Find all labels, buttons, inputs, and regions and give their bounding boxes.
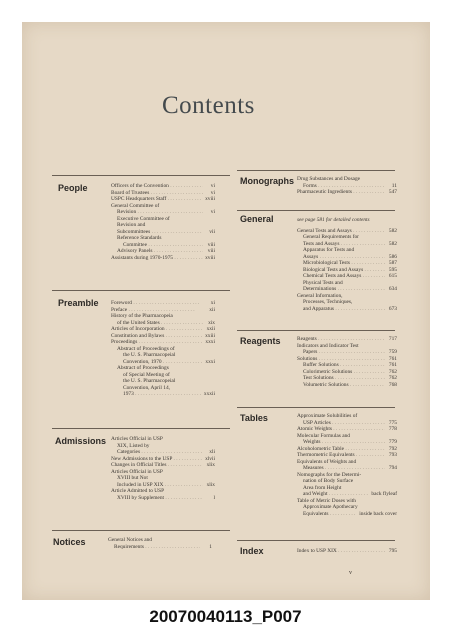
toc-entry-page: xxxi — [205, 358, 215, 365]
toc-entry-title: Microbiological Tests . . . — [303, 260, 385, 267]
toc-entry-title: XIX, Listed by — [117, 442, 150, 449]
section-rule — [237, 170, 395, 171]
toc-entry-title: Alcoholometric Table . . . — [297, 446, 385, 453]
section-heading: Monographs — [240, 176, 294, 186]
toc-entry-title: Determinations . . . — [303, 286, 385, 293]
toc-entry-page: 582 — [388, 240, 397, 247]
toc-entry-title: Tests and Assays . . . — [303, 241, 385, 248]
toc-entry-title: XVIII by Supplement . . . — [117, 495, 203, 502]
toc-entry-title: General Tests and Assays . . . — [297, 228, 385, 235]
toc-entry-title: Forms . . . — [303, 183, 385, 190]
section-heading: General — [240, 214, 274, 224]
toc-entry-title: Preface . . . — [111, 307, 203, 314]
toc-entry-page: xxxii — [203, 391, 215, 397]
toc-entry-page: xxii — [206, 326, 215, 332]
toc-entry-page: vii — [209, 228, 215, 235]
section-entries — [111, 300, 215, 398]
section-heading: People — [58, 183, 88, 193]
toc-entry-page: back flyleaf — [371, 491, 397, 497]
section-entries — [297, 217, 397, 312]
toc-entry-page: 547 — [388, 189, 397, 195]
page-number: v — [349, 570, 352, 576]
image-caption: 20070040113_P007 — [149, 607, 302, 626]
toc-entry-title: Board of Trustees . . . — [111, 190, 203, 197]
toc-entry-title: Volumetric Solutions . . . — [303, 382, 385, 389]
toc-entry[interactable] — [111, 495, 215, 502]
section-rule — [237, 540, 395, 541]
toc-entry-title: Processes, Techniques, — [303, 299, 353, 305]
section-note: see page 581 for detailed contents — [297, 217, 370, 223]
toc-entry-page: 717 — [388, 336, 397, 342]
toc-entry-title: Weights . . . — [303, 439, 385, 446]
page-title: Contents — [162, 92, 255, 119]
toc-entry-page: 768 — [388, 381, 397, 388]
toc-entry-page: xviii — [205, 254, 215, 261]
toc-entry-title: General Committee of — [111, 202, 160, 209]
toc-entry-title: Officers of the Convention . . . — [111, 183, 203, 190]
toc-entry-title: History of the Pharmacopeia — [111, 313, 173, 319]
toc-entry-page: 615 — [388, 273, 397, 279]
toc-entry-title: Approximate Solubilities of — [297, 413, 358, 419]
toc-entry-title: New Admissions to the USP . . . — [111, 456, 203, 463]
toc-entry-title: Test Solutions . . . — [303, 375, 385, 382]
section-heading: Admissions — [55, 436, 107, 446]
toc-entry-page: xlix — [206, 481, 215, 488]
toc-entry-page: 761 — [388, 355, 397, 362]
toc-entry-title: Chemical Tests and Assays . . . — [303, 273, 385, 280]
section-rule — [52, 290, 230, 291]
toc-entry-title: Convention, 1970 . . . — [123, 359, 203, 366]
toc-entry-title: Buffer Solutions . . . — [303, 362, 385, 369]
toc-entry[interactable] — [297, 306, 397, 313]
toc-entry-page: 793 — [388, 452, 397, 458]
toc-entry-page: 794 — [388, 465, 397, 471]
toc-entry-page: inside back cover — [359, 510, 397, 517]
toc-entry-title: Constitution and Bylaws . . . — [111, 333, 203, 340]
toc-entry-title: Foreword . . . — [111, 300, 203, 307]
toc-entry-page: 759 — [388, 349, 397, 355]
toc-entry-page: xlvii — [205, 455, 215, 462]
toc-entry-title: of the United States . . . — [117, 320, 203, 327]
toc-entry-title: Abstract of Proceedings of — [117, 345, 175, 352]
toc-entry[interactable] — [297, 189, 397, 196]
toc-entry-page: 778 — [388, 426, 397, 432]
toc-entry-title: Table of Metric Doses with — [297, 497, 356, 504]
toc-entry-title: General Information, — [297, 292, 343, 299]
toc-entry[interactable] — [111, 391, 215, 398]
section-entries — [297, 413, 397, 517]
toc-entry-title: 1973 . . . — [123, 391, 202, 398]
section-rule — [237, 210, 395, 211]
toc-entry-page: xi — [210, 300, 215, 306]
toc-entry-title: Advisory Panels . . . — [117, 248, 203, 255]
toc-entry-title: Measures . . . — [303, 465, 385, 472]
toc-entry-title: Article Admitted to USP — [111, 488, 165, 494]
section-entries — [111, 436, 215, 501]
toc-entry-title: the U. S. Pharmacopeial — [123, 378, 176, 384]
toc-entry-page: 595 — [388, 266, 397, 273]
toc-entry-title: XVIII but Not — [117, 475, 148, 481]
toc-entry-title: Drug Substances and Dosage — [297, 176, 361, 182]
toc-entry-title: Atomic Weights . . . — [297, 426, 385, 433]
toc-entry-title: Physical Tests and — [303, 279, 343, 286]
section-entries — [111, 183, 215, 261]
section-rule — [237, 407, 395, 408]
toc-entry-title: Subcommittees . . . — [117, 229, 203, 236]
toc-entry-title: Thermometric Equivalents . . . — [297, 452, 385, 459]
toc-entry-title: USPC Headquarters Staff . . . — [111, 196, 203, 203]
toc-entry-title: General Requirements for — [303, 234, 359, 240]
toc-entry-page: xxxi — [205, 339, 215, 345]
toc-entry-page: viii — [207, 241, 215, 248]
toc-entry-page: xii — [209, 306, 215, 313]
section-heading: Reagents — [240, 336, 281, 346]
section-heading: Index — [240, 546, 264, 556]
toc-entry[interactable] — [108, 544, 212, 551]
toc-entry-title: Articles Official in USP — [111, 468, 163, 475]
toc-entry-title: Executive Committee of — [117, 215, 170, 222]
toc-entry-title: Equivalents of Weights and — [297, 458, 357, 465]
toc-entry-title: Colorimetric Solutions . . . — [303, 369, 385, 376]
toc-entry-page: 1 — [209, 543, 212, 550]
toc-entry-title: Categories . . . — [117, 449, 203, 456]
toc-entry-title: Indicators and Indicator Test — [297, 342, 359, 349]
toc-entry-title: Convention, April 14, — [123, 384, 171, 391]
toc-entry-page: vi — [210, 189, 215, 196]
toc-entry-page: l — [213, 494, 215, 501]
toc-entry-title: Index to USP XIX . . . — [297, 548, 385, 555]
toc-entry-page: 792 — [388, 445, 397, 452]
section-entries — [108, 537, 212, 550]
toc-entry-title: Assays . . . — [303, 254, 385, 261]
toc-entry-title: Articles of Incorporation . . . — [111, 326, 203, 333]
toc-entry-page: 761 — [388, 362, 397, 368]
toc-entry-page: vi — [210, 183, 215, 189]
toc-entry-title: the U. S. Pharmacopeial — [123, 352, 176, 358]
toc-entry-page: viii — [207, 248, 215, 254]
toc-entry-title: Included in USP XIX . . . — [117, 482, 203, 489]
toc-entry-page: 795 — [388, 548, 397, 554]
toc-entry-title: Papers . . . — [303, 349, 385, 356]
toc-entry-title: Reagents . . . — [297, 336, 385, 343]
toc-entry-page: 634 — [388, 286, 397, 292]
toc-entry-page: 11 — [391, 182, 397, 189]
toc-entry-title: Nomographs for the Determi- — [297, 471, 362, 478]
toc-entry-page: 673 — [388, 305, 397, 312]
toc-entry-title: Area from Height — [303, 484, 342, 491]
section-heading: Preamble — [58, 298, 99, 308]
toc-entry-title: Biological Tests and Assays . . . — [303, 267, 385, 274]
section-heading: Notices — [53, 537, 86, 547]
toc-entry-title: Revision . . . — [117, 209, 203, 216]
section-entries — [297, 176, 397, 196]
toc-entry[interactable] — [297, 548, 397, 555]
section-entries — [297, 336, 397, 388]
toc-entry-title: Requirements . . . — [114, 544, 200, 551]
toc-entry-page: 762 — [388, 368, 397, 375]
toc-entry-page: xix — [208, 319, 215, 326]
toc-entry[interactable] — [297, 511, 397, 518]
toc-entry-page: xli — [209, 449, 215, 455]
toc-entry-title: of Special Meeting of — [123, 371, 170, 378]
toc-entry-title: General Notices and — [108, 537, 153, 543]
toc-entry-title: Equivalents . . . — [303, 511, 357, 518]
toc-entry-title: Molecular Formulas and — [297, 432, 350, 439]
toc-entry-title: Approximate Apothecary — [303, 504, 358, 510]
toc-entry-title: USP Articles . . . — [303, 420, 385, 427]
toc-entry-title: Pharmaceutic Ingredients . . . — [297, 189, 385, 196]
section-rule — [52, 428, 230, 429]
section-heading: Tables — [240, 413, 268, 423]
toc-entry-title: Changes in Official Titles . . . — [111, 462, 203, 469]
toc-entry-title: Articles Official in USP — [111, 436, 163, 442]
toc-entry-title: Solutions . . . — [297, 356, 385, 363]
toc-entry-page: xviii — [205, 196, 215, 202]
section-rule — [52, 530, 230, 531]
section-rule — [237, 330, 395, 331]
section-entries — [297, 548, 397, 555]
toc-entry-title: Revision and — [117, 222, 146, 228]
toc-entry-page: 587 — [388, 260, 397, 266]
toc-entry-title: and Apparatus . . . — [303, 306, 385, 313]
toc-entry[interactable] — [297, 382, 397, 389]
toc-entry-page: 582 — [388, 227, 397, 234]
toc-entry-title: Reference Standards — [117, 235, 162, 241]
section-rule — [52, 175, 230, 176]
toc-entry-title: Proceedings . . . — [111, 339, 203, 346]
toc-entry-title: Apparatus for Tests and — [303, 247, 355, 253]
toc-entry-page: 586 — [388, 253, 397, 260]
toc-entry-title: nation of Body Surface — [303, 478, 354, 484]
toc-entry[interactable] — [111, 255, 215, 262]
toc-entry-page: xlix — [206, 462, 215, 468]
toc-entry-page: 775 — [388, 419, 397, 426]
toc-entry-title: and Weight . . . — [303, 491, 369, 498]
toc-entry-title: Committee . . . — [123, 242, 203, 249]
toc-entry-page: xxiii — [205, 332, 215, 339]
toc-entry-page: 779 — [388, 439, 397, 445]
toc-entry-title: Assistants during 1970-1975 . . . — [111, 255, 203, 262]
toc-entry-page: vi — [210, 209, 215, 215]
toc-entry-title: Abstract of Proceedings — [117, 365, 169, 371]
toc-entry-page: 762 — [388, 375, 397, 381]
